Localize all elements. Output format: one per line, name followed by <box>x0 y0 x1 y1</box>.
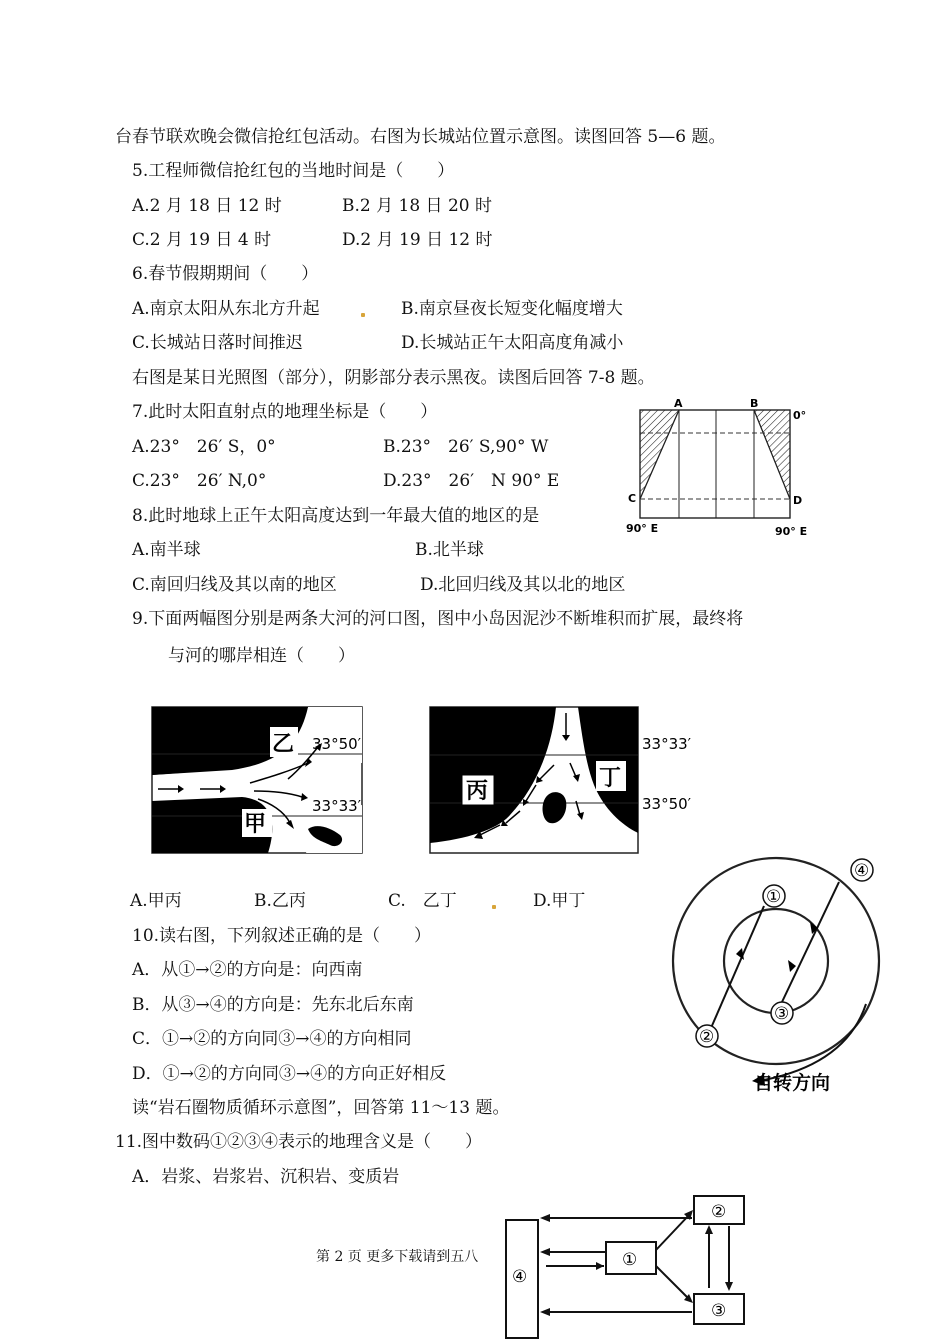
q6-option-b: B.南京昼夜长短变化幅度增大 <box>401 299 623 319</box>
q9-stem-line2: 与河的哪岸相连（ ） <box>168 646 355 666</box>
label-ding: 丁 <box>599 766 622 791</box>
page-footer: 第 2 页 更多下载请到五八 <box>316 1249 479 1265</box>
q5-option-c: C.2 月 19 日 4 时 <box>132 230 272 250</box>
q10-option-d: D．①→②的方向同③→④的方向正好相反 <box>132 1064 447 1084</box>
lon-label-left: 90° E <box>626 522 659 535</box>
q7-option-c: C.23° 26′ N,0° <box>132 471 267 491</box>
point-4: ④ <box>854 861 870 881</box>
label-4: ④ <box>512 1267 528 1287</box>
q7-option-a: A.23° 26′ S，0° <box>132 437 276 457</box>
point-1: ① <box>766 887 782 907</box>
q8-option-d: D.北回归线及其以北的地区 <box>420 575 626 595</box>
q8-stem: 8.此时地球上正午太阳高度达到一年最大值的地区的是 <box>132 506 540 526</box>
q11-option-a: A．岩浆、岩浆岩、沉积岩、变质岩 <box>132 1167 400 1187</box>
q10-option-b: B．从③→④的方向是：先东北后东南 <box>132 995 414 1015</box>
intro-line: 台春节联欢晚会微信抢红包活动。右图为长城站位置示意图。读图回答 5—6 题。 <box>115 127 726 147</box>
lat-label-bottom: 33°33′ <box>312 797 362 815</box>
label-1: ① <box>622 1250 638 1270</box>
sunlight-figure <box>620 398 815 540</box>
rotation-caption: 自转方向 <box>754 1072 831 1094</box>
lat-label-top: 0° <box>793 409 807 422</box>
label-d: D <box>793 494 803 507</box>
q7-option-d: D.23° 26′ N 90° E <box>383 471 560 491</box>
q5-stem: 5.工程师微信抢红包的当地时间是（ ） <box>132 161 455 181</box>
q10-option-a: A．从①→②的方向是：向西南 <box>132 960 363 980</box>
lat-label-top: 33°50′ <box>312 735 362 753</box>
q10-option-c: C．①→②的方向同③→④的方向相同 <box>132 1029 412 1049</box>
q6-stem: 6.春节假期期间（ ） <box>132 264 319 284</box>
point-3: ③ <box>774 1004 790 1024</box>
stray-mark <box>492 905 496 909</box>
q6-option-a: A.南京太阳从东北方升起 <box>132 299 320 319</box>
label-a: A <box>674 397 683 410</box>
label-c: C <box>628 492 637 505</box>
label-b: B <box>750 397 759 410</box>
q10-stem: 10.读右图，下列叙述正确的是（ ） <box>132 926 432 946</box>
label-yi: 乙 <box>272 732 295 757</box>
q9-option-a: A.甲丙 <box>130 891 182 911</box>
river-mouth-figure-2 <box>428 705 692 855</box>
q5-option-d: D.2 月 19 日 12 时 <box>342 230 493 250</box>
rock-cycle-figure <box>500 1190 755 1340</box>
q11-stem: 11.图中数码①②③④表示的地理含义是（ ） <box>115 1132 483 1152</box>
q7-option-b: B.23° 26′ S,90° W <box>383 437 549 457</box>
q7-stem: 7.此时太阳直射点的地理坐标是（ ） <box>132 402 438 422</box>
q8-option-b: B.北半球 <box>415 540 484 560</box>
lead-11-13: 读“岩石圈物质循环示意图”，回答第 11～13 题。 <box>132 1098 510 1118</box>
label-jia: 甲 <box>244 812 267 837</box>
label-2: ② <box>711 1202 727 1222</box>
point-2: ② <box>699 1027 715 1047</box>
q5-option-b: B.2 月 18 日 20 时 <box>342 196 492 216</box>
label-3: ③ <box>711 1301 727 1321</box>
q9-option-c: C. 乙丁 <box>388 891 457 911</box>
q9-option-d: D.甲丁 <box>533 891 586 911</box>
label-bing: 丙 <box>466 779 489 804</box>
route-3-4 <box>782 882 839 1002</box>
q6-option-d: D.长城站正午太阳高度角减小 <box>401 333 624 353</box>
lead-7-8: 右图是某日光照图（部分），阴影部分表示黑夜。读图后回答 7-8 题。 <box>132 368 655 388</box>
lat-label-bottom: 33°50′ <box>642 795 692 813</box>
q6-option-c: C.长城站日落时间推迟 <box>132 333 303 353</box>
lat-label-top: 33°33′ <box>642 735 692 753</box>
lon-label-right: 90° E <box>775 525 808 538</box>
river-mouth-figure-1 <box>150 705 364 855</box>
q8-option-c: C.南回归线及其以南的地区 <box>132 575 337 595</box>
stray-mark <box>361 313 365 317</box>
q9-option-b: B.乙丙 <box>254 891 306 911</box>
q5-option-a: A.2 月 18 日 12 时 <box>132 196 282 216</box>
q8-option-a: A.南半球 <box>132 540 201 560</box>
q9-stem-line1: 9.下面两幅图分别是两条大河的河口图，图中小岛因泥沙不断堆积而扩展，最终将 <box>132 609 744 629</box>
rotation-figure <box>668 856 888 1096</box>
